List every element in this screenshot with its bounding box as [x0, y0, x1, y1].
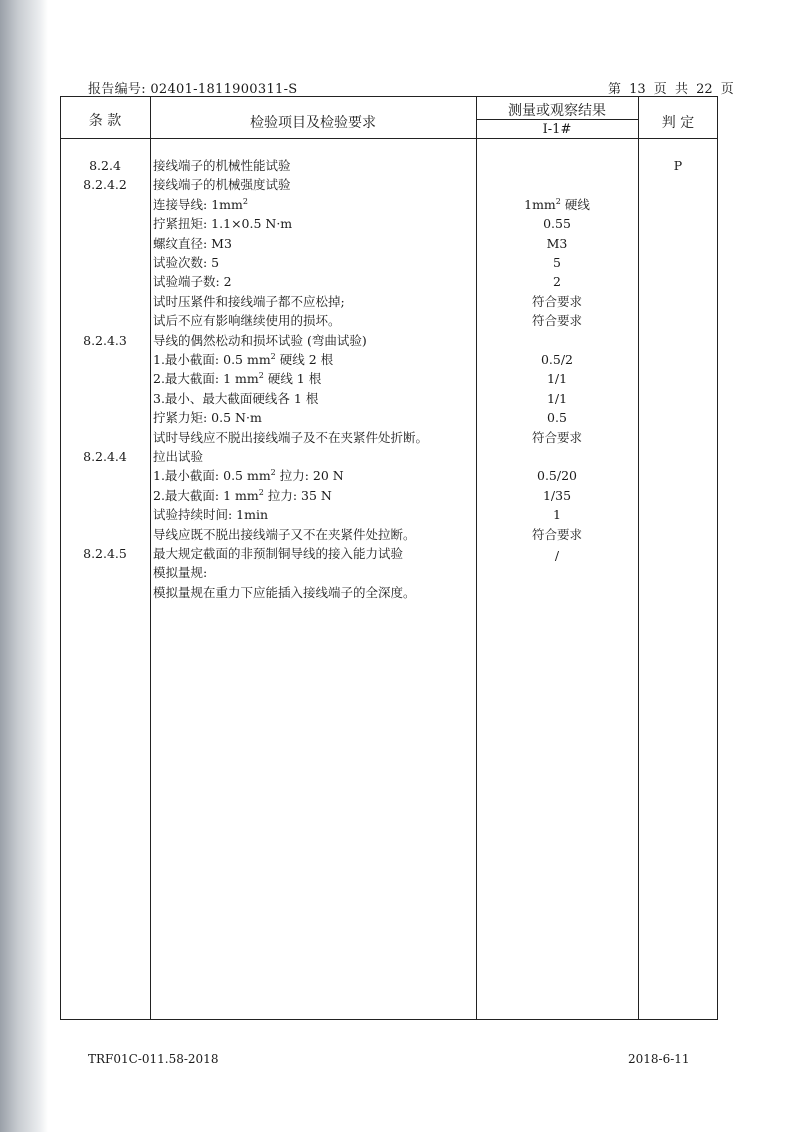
- result-text: 1/35: [542, 488, 572, 503]
- result-text: /: [554, 548, 560, 563]
- requirement-label: 试验次数: 5: [153, 255, 220, 270]
- requirement-label: 试验持续时间: 1min: [153, 507, 269, 522]
- requirement-text: [153, 352, 333, 368]
- requirement-detail: 硬线 1 根: [263, 371, 322, 386]
- header-verdict: 判 定: [661, 115, 695, 131]
- result-text: 1: [553, 507, 561, 522]
- page-info: 第 13 页 共 22 页: [608, 82, 734, 97]
- result-text: 符合要求: [531, 527, 582, 542]
- requirement-text: [153, 488, 332, 504]
- requirement-label: 拧紧扭矩: 1.1×0.5 N·m: [153, 216, 293, 231]
- footer-date: 2018-6-11: [628, 1052, 690, 1066]
- result-value: [476, 313, 638, 329]
- result-text: M3: [546, 236, 568, 251]
- column-divider-result: [638, 96, 639, 1020]
- clause-number: 8.2.4: [89, 158, 121, 173]
- result-value: [476, 527, 638, 543]
- requirement-text: [153, 197, 248, 213]
- requirement-text: [153, 546, 403, 562]
- clause-number: 8.2.4.5: [83, 546, 127, 561]
- result-value: [476, 410, 638, 426]
- requirement-value: 1mm: [211, 197, 243, 212]
- header-bottom-rule: [60, 138, 718, 139]
- superscript: 2: [555, 197, 561, 206]
- scan-page-edge: [0, 0, 48, 1132]
- header-item: 检验项目及检验要求: [250, 115, 376, 131]
- requirement-text: [153, 430, 428, 446]
- verdict-mark: P: [673, 158, 683, 173]
- requirement-text: [153, 527, 416, 543]
- requirement-text: [153, 449, 203, 465]
- requirement-text: [153, 177, 291, 193]
- requirement-label: 试时压紧件和接线端子都不应松掉;: [153, 294, 345, 309]
- requirement-label: 1.最小截面: 0.5 mm: [153, 468, 271, 483]
- result-text: 1mm: [524, 197, 556, 212]
- result-value: [476, 468, 638, 484]
- requirement-text: [153, 313, 341, 329]
- clause-number: 8.2.4.3: [83, 333, 127, 348]
- requirement-text: [153, 468, 344, 484]
- requirement-text: [153, 371, 321, 387]
- result-text: 2: [553, 274, 561, 289]
- requirement-label: 试验端子数: 2: [153, 274, 232, 289]
- result-value: [476, 294, 638, 310]
- result-value: [476, 488, 638, 504]
- report-number: 02401-1811900311-S: [150, 82, 298, 97]
- result-value: [476, 274, 638, 290]
- clause-number: 8.2.4.4: [83, 449, 127, 464]
- requirement-label: 2.最大截面: 1 mm: [153, 371, 259, 386]
- result-text: 5: [553, 255, 561, 270]
- result-text: 0.5/20: [537, 468, 577, 483]
- clause-number: 8.2.4.2: [83, 177, 127, 192]
- requirement-detail: 拉力: 20 N: [275, 468, 344, 483]
- result-text: 0.55: [543, 216, 571, 231]
- superscript: 2: [258, 371, 264, 380]
- result-value: [476, 507, 638, 523]
- result-detail: 硬线: [560, 197, 590, 212]
- requirement-text: [153, 216, 292, 232]
- column-divider-clause: [150, 96, 151, 1020]
- requirement-detail: 拉力: 35 N: [263, 488, 332, 503]
- requirement-text: [153, 294, 345, 310]
- result-value: [476, 255, 638, 271]
- requirement-label: 试后不应有影响继续使用的损坏。: [153, 313, 341, 328]
- superscript: 2: [270, 468, 276, 477]
- result-value: [476, 236, 638, 252]
- result-text: 0.5/2: [540, 352, 574, 367]
- result-text: 1/1: [546, 391, 568, 406]
- requirement-text: [153, 507, 268, 523]
- requirement-label: 接线端子的机械性能试验: [153, 158, 291, 173]
- result-text: 符合要求: [531, 430, 582, 445]
- superscript: 2: [242, 197, 248, 206]
- form-code: TRF01C-011.58-2018: [88, 1052, 219, 1066]
- requirement-label: 最大规定截面的非预制铜导线的接入能力试验: [153, 546, 404, 561]
- requirement-label: 拧紧力矩: 0.5 N·m: [153, 410, 262, 425]
- result-value: [476, 430, 638, 446]
- requirement-label: 接线端子的机械强度试验: [153, 177, 291, 192]
- result-value: [476, 216, 638, 232]
- requirement-text: [153, 274, 232, 290]
- requirement-label: 拉出试验: [153, 449, 204, 464]
- requirement-text: [153, 158, 291, 174]
- result-text: 1/1: [546, 371, 568, 386]
- result-text: 符合要求: [531, 294, 582, 309]
- requirement-label: 螺纹直径: M3: [153, 236, 232, 251]
- result-value: [476, 548, 638, 564]
- result-text: 0.5: [547, 410, 567, 425]
- requirement-label: 导线应既不脱出接线端子又不在夹紧件处拉断。: [153, 527, 416, 542]
- requirement-label: 2.最大截面: 1 mm: [153, 488, 259, 503]
- result-value: [476, 371, 638, 387]
- header-result: 测量或观察结果: [508, 103, 606, 119]
- result-value: [476, 197, 638, 213]
- requirement-text: [153, 585, 416, 601]
- requirement-text: [153, 565, 207, 581]
- requirement-label: 导线的偶然松动和损坏试验 (弯曲试验): [153, 333, 367, 348]
- requirement-text: [153, 255, 219, 271]
- requirement-label: 连接导线:: [153, 197, 208, 212]
- requirement-label: 模拟量规:: [153, 565, 208, 580]
- requirement-text: [153, 333, 367, 349]
- result-text: 符合要求: [531, 313, 582, 328]
- requirement-label: 3.最小、最大截面硬线各 1 根: [153, 391, 319, 406]
- report-number-line: [88, 78, 297, 97]
- superscript: 2: [258, 488, 264, 497]
- result-value: [476, 352, 638, 368]
- requirement-label: 试时导线应不脱出接线端子及不在夹紧件处折断。: [153, 430, 429, 445]
- requirement-text: [153, 236, 232, 252]
- header-sample: I-1#: [542, 122, 572, 137]
- requirement-label: 模拟量规在重力下应能插入接线端子的全深度。: [153, 585, 416, 600]
- requirement-detail: 硬线 2 根: [275, 352, 334, 367]
- requirement-label: 1.最小截面: 0.5 mm: [153, 352, 271, 367]
- header-clause: 条 款: [88, 113, 122, 129]
- superscript: 2: [270, 352, 276, 361]
- report-number-label: 报告编号:: [88, 82, 146, 97]
- result-value: [476, 391, 638, 407]
- requirement-text: [153, 410, 262, 426]
- requirement-text: [153, 391, 318, 407]
